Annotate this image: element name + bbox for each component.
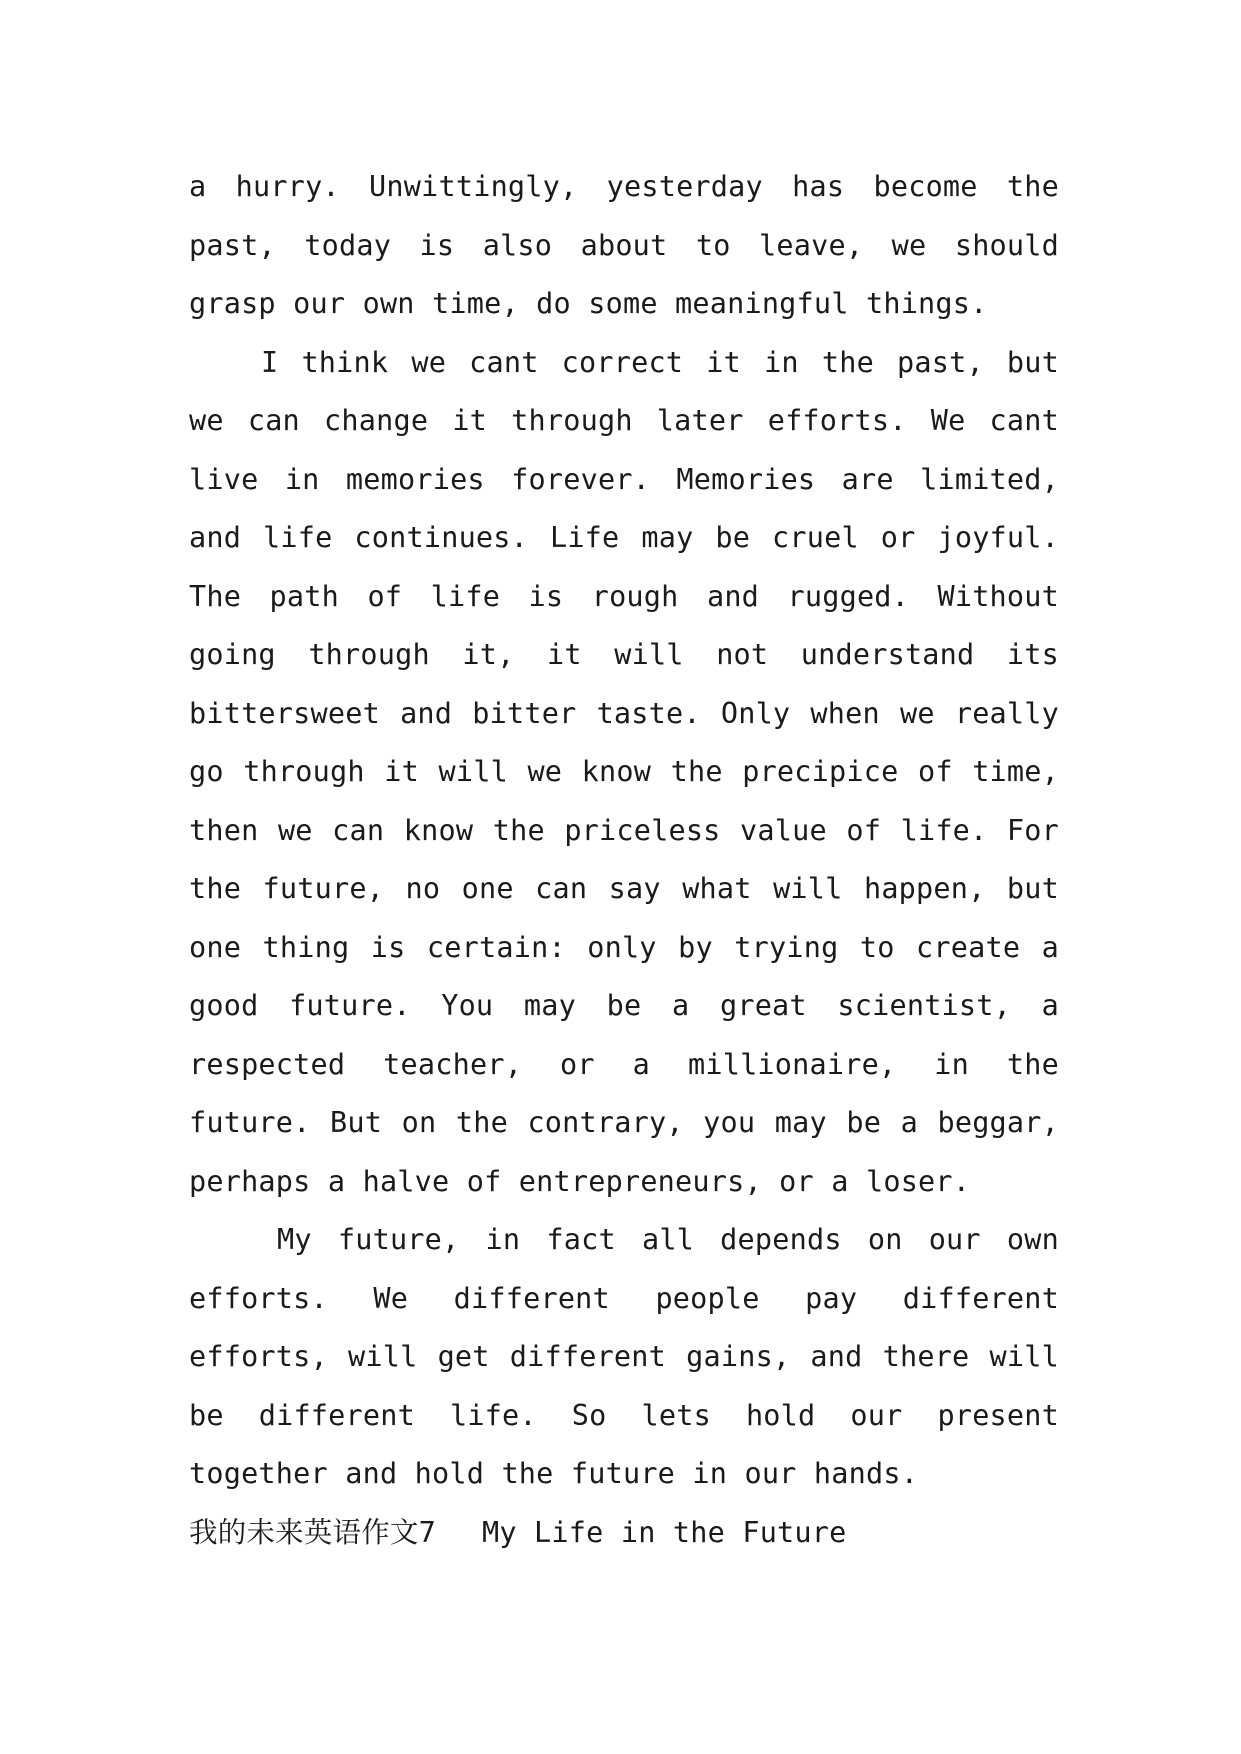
paragraph-past-and-future: I think we cant correct it in the past, but we can change it through later efforts. We cant live in memories forever. Memories are limited, and life continues. Life may be cruel or joyful. The path of life is rough and rugged. Without going through it, it will not understand its bittersweet and bitter taste. Only when we really go through it will we know the precipice of time, then we can know the priceless value of life. For the future, no one can say what will happen, but one thing is certain: only by trying to create a good future. You may be a great scientist, a respected teacher, or a millionaire, in the future. But on the contrary, you may be a beggar, perhaps a halve of entrepreneurs, or a loser. xyxy=(189,345,1059,1198)
essay-heading-chinese: 我的未来英语作文7 xyxy=(189,1515,436,1549)
essay-heading xyxy=(189,1504,1059,1563)
document-body xyxy=(189,158,1059,1562)
paragraph-continuation: a hurry. Unwittingly, yesterday has become the past, today is also about to leave, we should grasp our own time, do some meaningful things. xyxy=(189,170,1059,320)
paragraph-own-efforts: My future, in fact all depends on our own efforts. We different people pay different efforts, will get different gains, and there will be different life. So lets hold our present together and hold the future in our hands. xyxy=(189,1223,1059,1490)
essay-heading-english: My Life in the Future xyxy=(481,1515,847,1549)
